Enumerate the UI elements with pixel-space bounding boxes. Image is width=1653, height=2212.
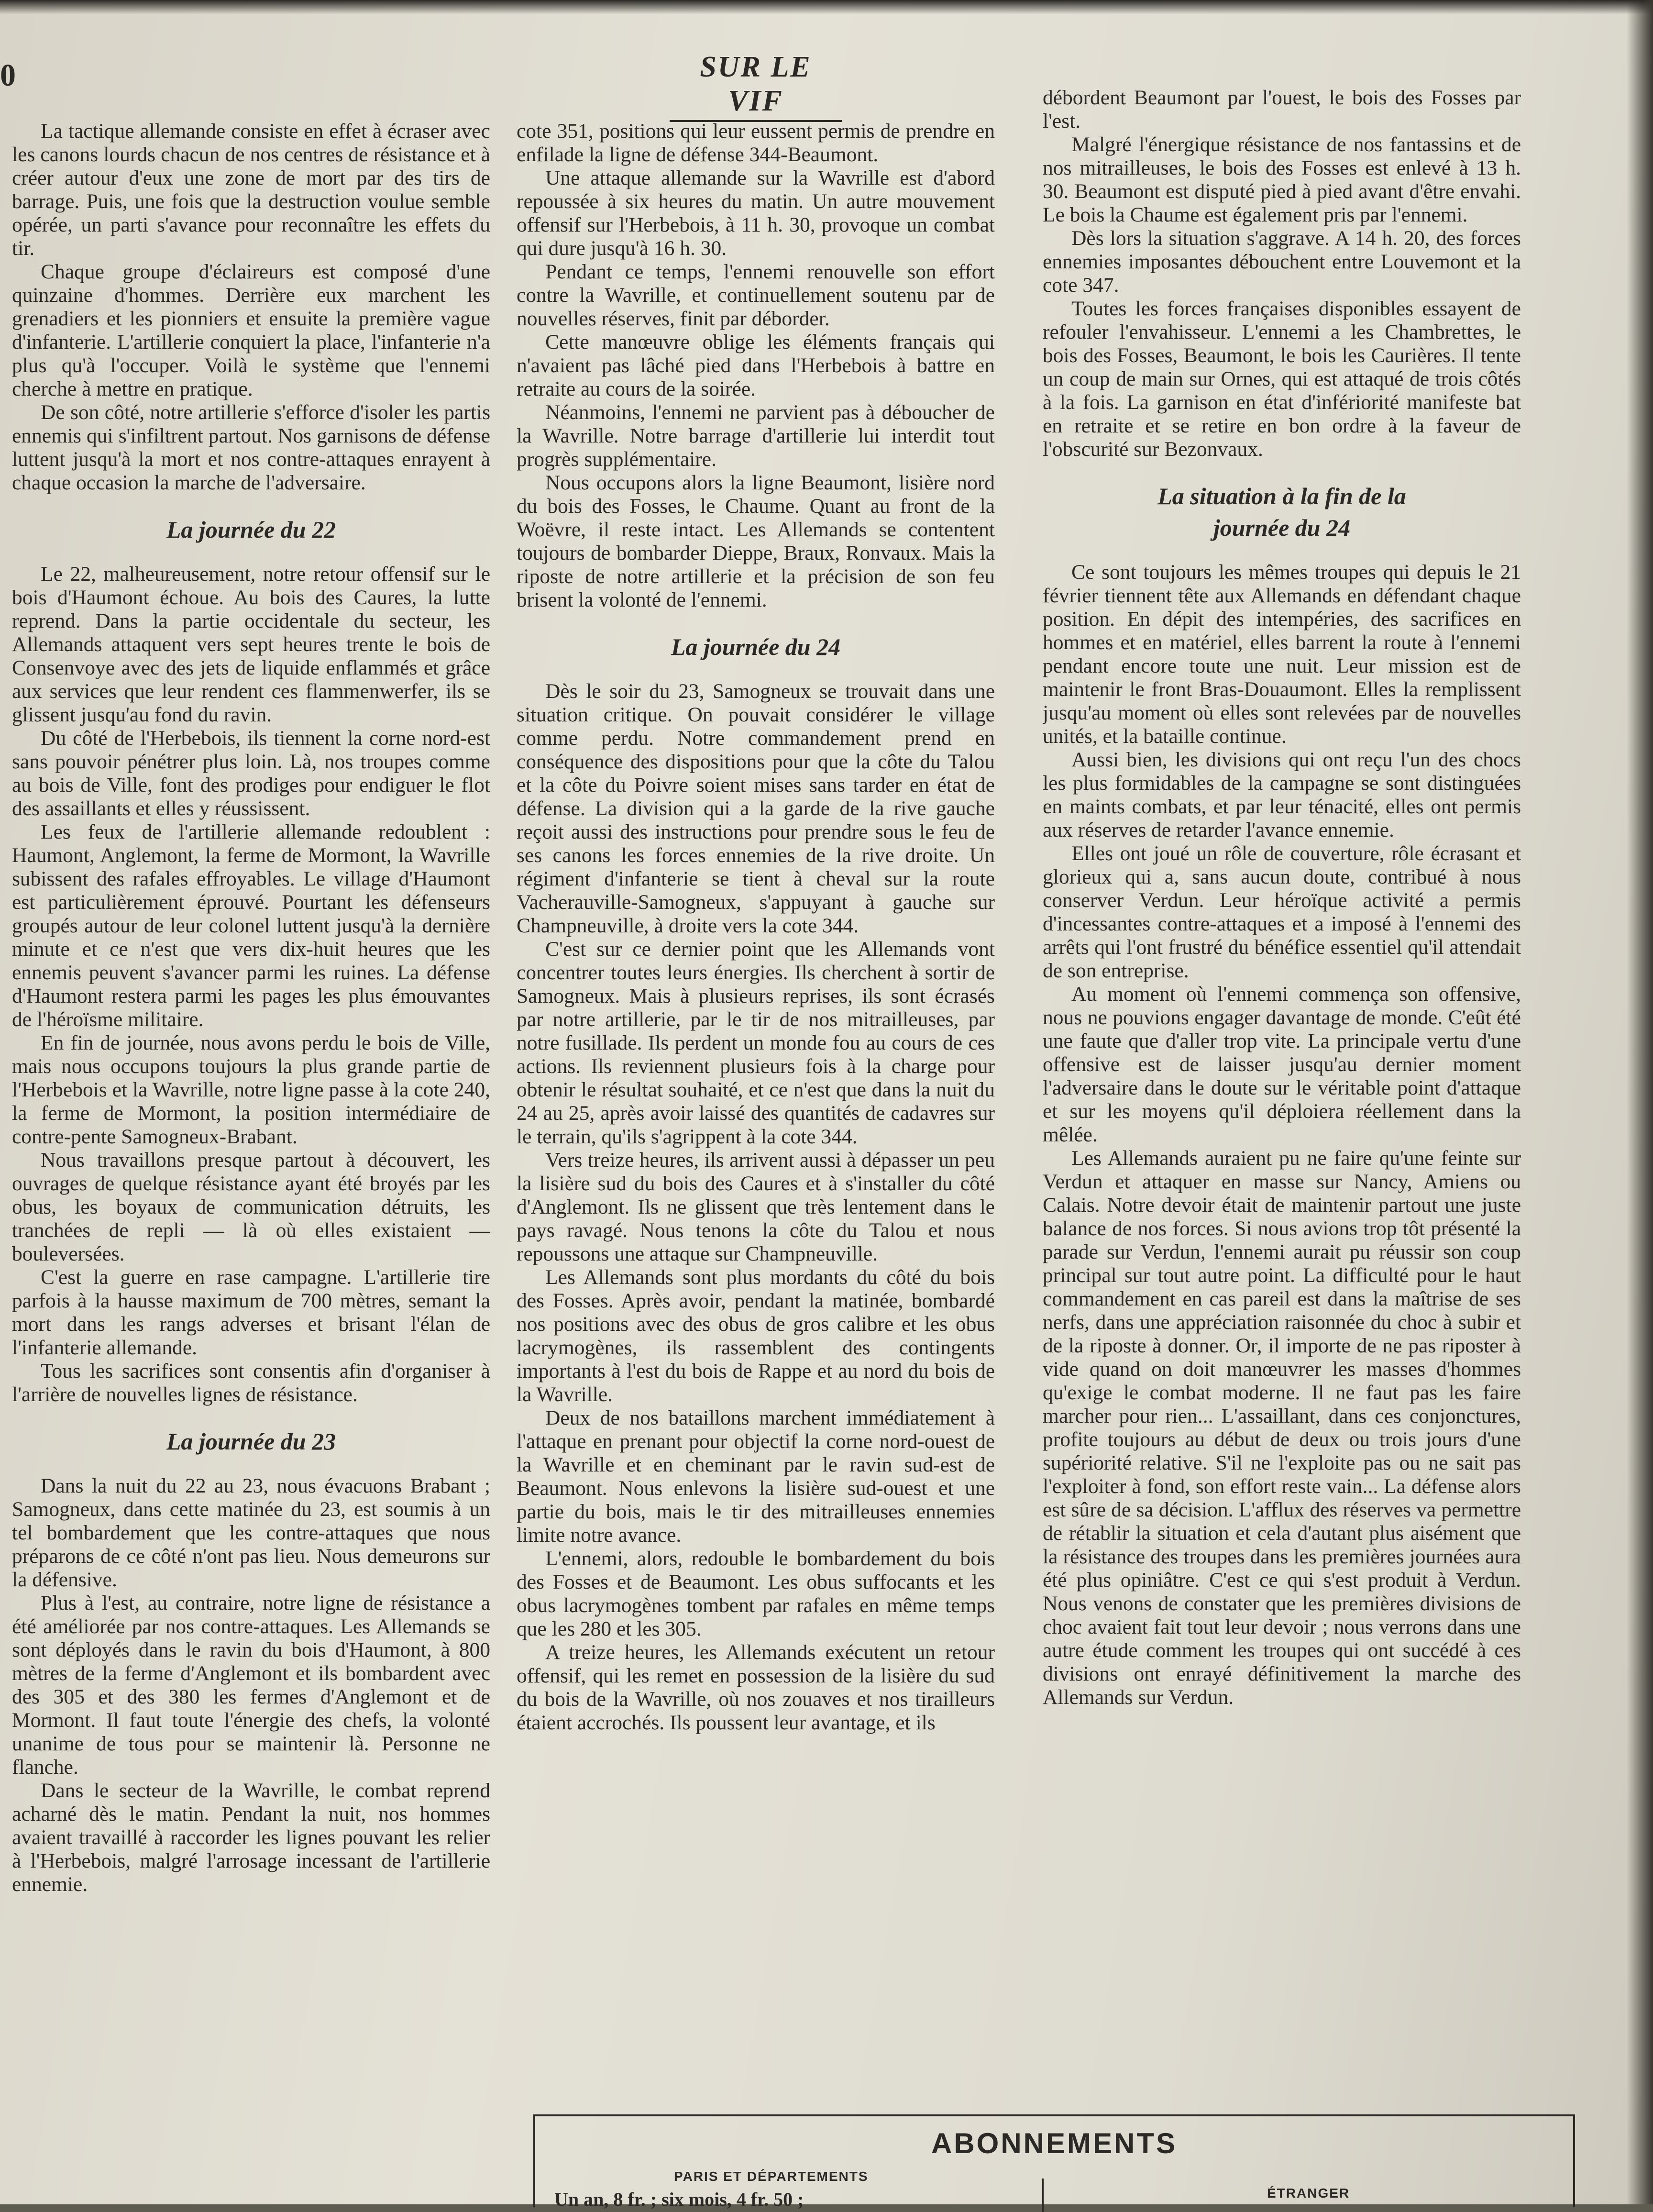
- section-heading: La journée du 23: [166, 1428, 336, 1455]
- paragraph: Tous les sacrifices sont consentis afin d'organiser à l'arrière de nouvelles lignes de résistance.: [12, 1360, 490, 1406]
- paragraph: Les Allemands auraient pu ne faire qu'une feinte sur Verdun et attaquer en masse sur Nancy, Amiens ou Calais. Notre devoir était de maintenir partout une juste balance de nos forces. Si nous avions trop tôt présenté la parade sur Verdun, l'ennemi aurait pu réussir son coup principal sur tout autre point. La difficulté pour le haut commandement en cas pareil est dans la maîtrise de ses nerfs, dans une appréciation raisonnée du choc à subir et de la riposte à donner. Or, il importe de ne pas riposter à vide quand on doit manœuvrer les masses d'hommes qu'exige le combat moderne. Il ne faut pas les faire marcher pour rien... L'assaillant, dans ces conjonctures, profite toujours au début de deux ou trois jours d'une supériorité relative. S'il ne l'exploite pas ou ne sait pas l'exploiter à fond, son effort reste vain... La défense alors est sûre de sa décision. L'afflux des réserves va permettre de rétablir la situation et cela d'autant plus aisément que la résistance des troupes dans les premières journées aura été plus opiniâtre. C'est ce qui s'est produit à Verdun. Nous venons de constater que les premières divisions de choc avaient fait tout leur devoir ; nous verrons dans une autre étude comment les troupes qui ont succédé à ces divisions ont enrayé définitivement la marche des Allemands sur Verdun.: [1043, 1147, 1521, 1709]
- paragraph: Pendant ce temps, l'ennemi renouvelle son effort contre la Wavrille, et continuellement soutenu par de nouvelles réserves, finit par déborder.: [517, 260, 995, 330]
- paragraph: Plus à l'est, au contraire, notre ligne de résistance a été améliorée par nos contre-attaques. Les Allemands se sont déployés dans le ravin du bois d'Haumont, à 800 mètres de la ferme d'Anglemont et ils bombardent avec des 305 et des 380 les fermes d'Anglemont et de Mormont. Il faut toute l'énergie des chefs, la volonté unanime de tous pour se maintenir là. Personne ne flanche.: [12, 1592, 490, 1779]
- paragraph: Néanmoins, l'ennemi ne parvient pas à déboucher de la Wavrille. Notre barrage d'artillerie lui interdit tout progrès supplémentaire.: [517, 401, 995, 471]
- paragraph: Une attaque allemande sur la Wavrille est d'abord repoussée à six heures du matin. Un autre mouvement offensif sur l'Herbebois, à 11 h. 30, provoque un combat qui dure jusqu'à 16 h. 30.: [517, 166, 995, 260]
- paragraph: cote 351, positions qui leur eussent permis de prendre en enfilade la ligne de défense 344-Beaumont.: [517, 120, 995, 166]
- paragraph: Au moment où l'ennemi commença son offensive, nous ne pouvions engager davantage de monde. C'eût été une faute que d'aller trop vite. La principale vertu d'une offensive est de laisser jusqu'au dernier moment l'adversaire dans le doute sur le véritable point d'attaque et sur les moyens qu'il déploiera réellement dans la mêlée.: [1043, 983, 1521, 1146]
- column-2: [517, 120, 995, 2081]
- paragraph: Cette manœuvre oblige les éléments français qui n'avaient pas lâché pied dans l'Herbebois à battre en retraite au cours de la soirée.: [517, 331, 995, 400]
- paragraph: Dans la nuit du 22 au 23, nous évacuons Brabant ; Samogneux, dans cette matinée du 23, est soumis à un tel bombardement que les contre-attaques que nous préparons de ce côté n'ont pas lieu. Nous demeurons sur la défensive.: [12, 1474, 490, 1591]
- column-1: [12, 120, 490, 2204]
- paragraph: Du côté de l'Herbebois, ils tiennent la corne nord-est sans pouvoir pénétrer plus loin. Là, nos troupes comme au bois de Ville, font des prodiges pour endiguer le flot des assaillants et elles y réussissent.: [12, 727, 490, 820]
- paragraph: Dès le soir du 23, Samogneux se trouvait dans une situation critique. On pouvait considérer le village comme perdu. Notre commandement prend en conséquence des dispositions pour que la côte du Talou et la côte du Poivre soient mises sans tarder en état de défense. La division qui a la garde de la rive gauche reçoit aussi des instructions pour prendre sous le feu de ses canons les forces ennemies de la rive droite. Un régiment d'infanterie se tient à cheval sur la route Vacherauville-Samogneux, s'appuyant à gauche sur Champneuville, à droite vers la cote 344.: [517, 680, 995, 937]
- paris-heading: PARIS ET DÉPARTEMENTS: [674, 2169, 869, 2184]
- foreign-heading: ÉTRANGER: [1267, 2186, 1350, 2201]
- paragraph: Aussi bien, les divisions qui ont reçu l'un des chocs les plus formidables de la campagne se sont distinguées en maints combats, et par leur ténacité, elles ont permis aux réserves de retarder l'avance ennemie.: [1043, 748, 1521, 841]
- section-heading: [1043, 480, 1521, 543]
- subscriptions-title: ABONNEMENTS: [931, 2127, 1177, 2159]
- paragraph: C'est la guerre en rase campagne. L'artillerie tire parfois à la hausse maximum de 700 mètres, semant la mort dans les rangs adverses et brisant l'élan de l'infanterie allemande.: [12, 1266, 490, 1359]
- paragraph: Les Allemands sont plus mordants du côté du bois des Fosses. Après avoir, pendant la matinée, bombardé nos positions avec des obus de gros calibre et les obus lacrymogènes, ils rassemblent des contingents importants à l'est du bois de Rappe et au nord du bois de la Wavrille.: [517, 1266, 995, 1406]
- column-3: [1043, 86, 1521, 2095]
- paragraph: Deux de nos bataillons marchent immédiatement à l'attaque en prenant pour objectif la corne nord-ouest de la Wavrille et en cheminant par le ravin sud-est de Beaumont. Nous enlevons la lisière sud-ouest et une partie du bois, mais le tir des mitrailleuses ennemies limite notre avance.: [517, 1406, 995, 1547]
- paragraph: Dès lors la situation s'aggrave. A 14 h. 20, des forces ennemies imposantes débouchent entre Louvemont et la cote 347.: [1043, 227, 1521, 297]
- paragraph: débordent Beaumont par l'ouest, le bois des Fosses par l'est.: [1043, 86, 1521, 133]
- paragraph: Nous travaillons presque partout à découvert, les ouvrages de quelque résistance ayant été broyés par les obus, les boyaux de communication détruits, les tranchées de repli — là où elles existaient — bouleversées.: [12, 1149, 490, 1265]
- paragraph: Elles ont joué un rôle de couverture, rôle écrasant et glorieux qui a, sans aucun doute, contribué à nous conserver Verdun. Leur héroïque activité a permis d'incessantes contre-attaques et a imposé à l'ennemi des arrêts qui l'ont frustré du bénéfice essentiel qu'il attendait de son entreprise.: [1043, 842, 1521, 982]
- paragraph: Nous occupons alors la ligne Beaumont, lisière nord du bois des Fosses, le Chaume. Quant au front de la Woëvre, il reste intact. Les Allemands se contentent toujours de bombarder Dieppe, Braux, Ronvaux. Mais la riposte de notre artillerie et la précision de son feu brisent la volonté de l'ennemi.: [517, 471, 995, 611]
- paragraph: Les feux de l'artillerie allemande redoublent : Haumont, Anglemont, la ferme de Mormont, la Wavrille subissent des rafales effroyables. Le village d'Haumont est particulièrement éprouvé. Pourtant les défenseurs groupés autour de leur colonel luttent jusqu'à la dernière minute et ce n'est que vers dix-huit heures que les ennemis peuvent s'avancer parmi les ruines. La défense d'Haumont restera parmi les pages les plus émouvantes de l'héroïsme militaire.: [12, 820, 490, 1031]
- paragraph: Vers treize heures, ils arrivent aussi à dépasser un peu la lisière sud du bois des Caures et à s'installer du côté d'Anglemont. Ils ne glissent que très lentement dans le pays ravagé. Nous tenons la côte du Talou et nous repoussons une attaque sur Champneuville.: [517, 1149, 995, 1265]
- paragraph: De son côté, notre artillerie s'efforce d'isoler les partis ennemis qui s'infiltrent partout. Nos garnisons de défense luttent jusqu'à la mort et nos contre-attaques enrayent à chaque occasion la marche de l'adversaire.: [12, 401, 490, 494]
- subscriptions-divider: [1042, 2179, 1044, 2212]
- paragraph: Malgré l'énergique résistance de nos fantassins et de nos mitrailleuses, le bois des Fosses est enlevé à 13 h. 30. Beaumont est disputé pied à pied avant d'être envahi. Le bois la Chaume est également pris par l'ennemi.: [1043, 133, 1521, 226]
- section-heading-line-2: journée du 24: [1213, 514, 1351, 541]
- paragraph: Le 22, malheureusement, notre retour offensif sur le bois d'Haumont échoue. Au bois des Caures, la lutte reprend. Dans la partie occidentale du secteur, les Allemands attaquent vers sept heures trente le bois de Consenvoye avec des jets de liquide enflammés et grâce aux services que leur rendent ces flammenwerfer, ils se glissent jusqu'au fond du ravin.: [12, 563, 490, 726]
- paragraph: Dans le secteur de la Wavrille, le combat reprend acharné dès le matin. Pendant la nuit, nos hommes avaient travaillé à raccorder les lignes pouvant les relier à l'Herbebois, malgré l'arrosage incessant de l'artillerie ennemie.: [12, 1779, 490, 1896]
- paragraph: L'ennemi, alors, redouble le bombardement du bois des Fosses et de Beaumont. Les obus suffocants et les obus lacrymogènes tombent par rafales en même temps que les 280 et les 305.: [517, 1547, 995, 1640]
- section-heading: La journée du 24: [671, 633, 841, 660]
- paragraph: Toutes les forces françaises disponibles essayent de refouler l'envahisseur. L'ennemi a les Chambrettes, le bois des Fosses, Beaumont, le bois les Caurières. Il tente un coup de main sur Ornes, qui est attaqué de trois côtés à la fois. La garnison en état d'infériorité manifeste bat en retraite et se retire en bon ordre à la faveur de l'obscurité sur Bezonvaux.: [1043, 297, 1521, 461]
- subscriptions-box: [533, 2114, 1575, 2210]
- page-top-shadow: [0, 0, 1653, 14]
- page-number: 0: [0, 58, 16, 93]
- paragraph: C'est sur ce dernier point que les Allemands vont concentrer toutes leurs énergies. Ils cherchent à sortir de Samogneux. Mais à plusieurs reprises, ils sont écrasés par notre artillerie, par le tir de nos mitrailleuses, par notre fusillade. Ils perdent un monde fou au cours de ces actions. Ils reviennent plusieurs fois à la charge pour obtenir le résultat souhaité, et ce n'est que dans la nuit du 24 au 25, après avoir laissé des quantités de cadavres sur le terrain, qu'ils s'agrippent à la cote 344.: [517, 938, 995, 1148]
- running-head: SUR LE VIF: [670, 50, 842, 122]
- paragraph: A treize heures, les Allemands exécutent un retour offensif, qui les remet en possession de la lisière du sud du bois de la Wavrille, où nos zouaves et nos tirailleurs étaient accrochés. Ils poussent leur avantage, et ils: [517, 1641, 995, 1734]
- paragraph: Chaque groupe d'éclaireurs est composé d'une quinzaine d'hommes. Derrière eux marchent les grenadiers et les pionniers et ensuite la première vague d'infanterie. L'artillerie conquiert la place, l'infanterie n'a plus qu'à l'occuper. Voilà le système que l'ennemi cherche à mettre en pratique.: [12, 260, 490, 400]
- paragraph: En fin de journée, nous avons perdu le bois de Ville, mais nous occupons toujours la plus grande partie de l'Herbebois et la Wavrille, notre ligne passe à la cote 240, la ferme de Mormont, la position intermédiaire de contre-pente Samogneux-Brabant.: [12, 1031, 490, 1148]
- section-heading: La journée du 22: [166, 516, 336, 543]
- section-heading-line-1: La situation à la fin de la: [1157, 483, 1406, 509]
- paragraph: La tactique allemande consiste en effet à écraser avec les canons lourds chacun de nos centres de résistance et à créer autour d'eux une zone de mort par des tirs de barrage. Puis, une fois que la destruction voulue semble opérée, un parti s'avance pour reconnaître les effets du tir.: [12, 120, 490, 260]
- paragraph: Ce sont toujours les mêmes troupes qui depuis le 21 février tiennent tête aux Allemands en défendant chaque position. En dépit des intempéries, des sacrifices en hommes et en matériel, elles barrent la route à l'ennemi pendant encore toute une nuit. Leur mission est de maintenir le front Bras-Douaumont. Elles la remplissent jusqu'au moment où elles sont relevées par de nouvelles unités, et la bataille continue.: [1043, 561, 1521, 748]
- paris-rates: Un an, 8 fr. ; six mois, 4 fr. 50 ;: [554, 2189, 804, 2210]
- page-fold-shadow: [1627, 0, 1653, 2204]
